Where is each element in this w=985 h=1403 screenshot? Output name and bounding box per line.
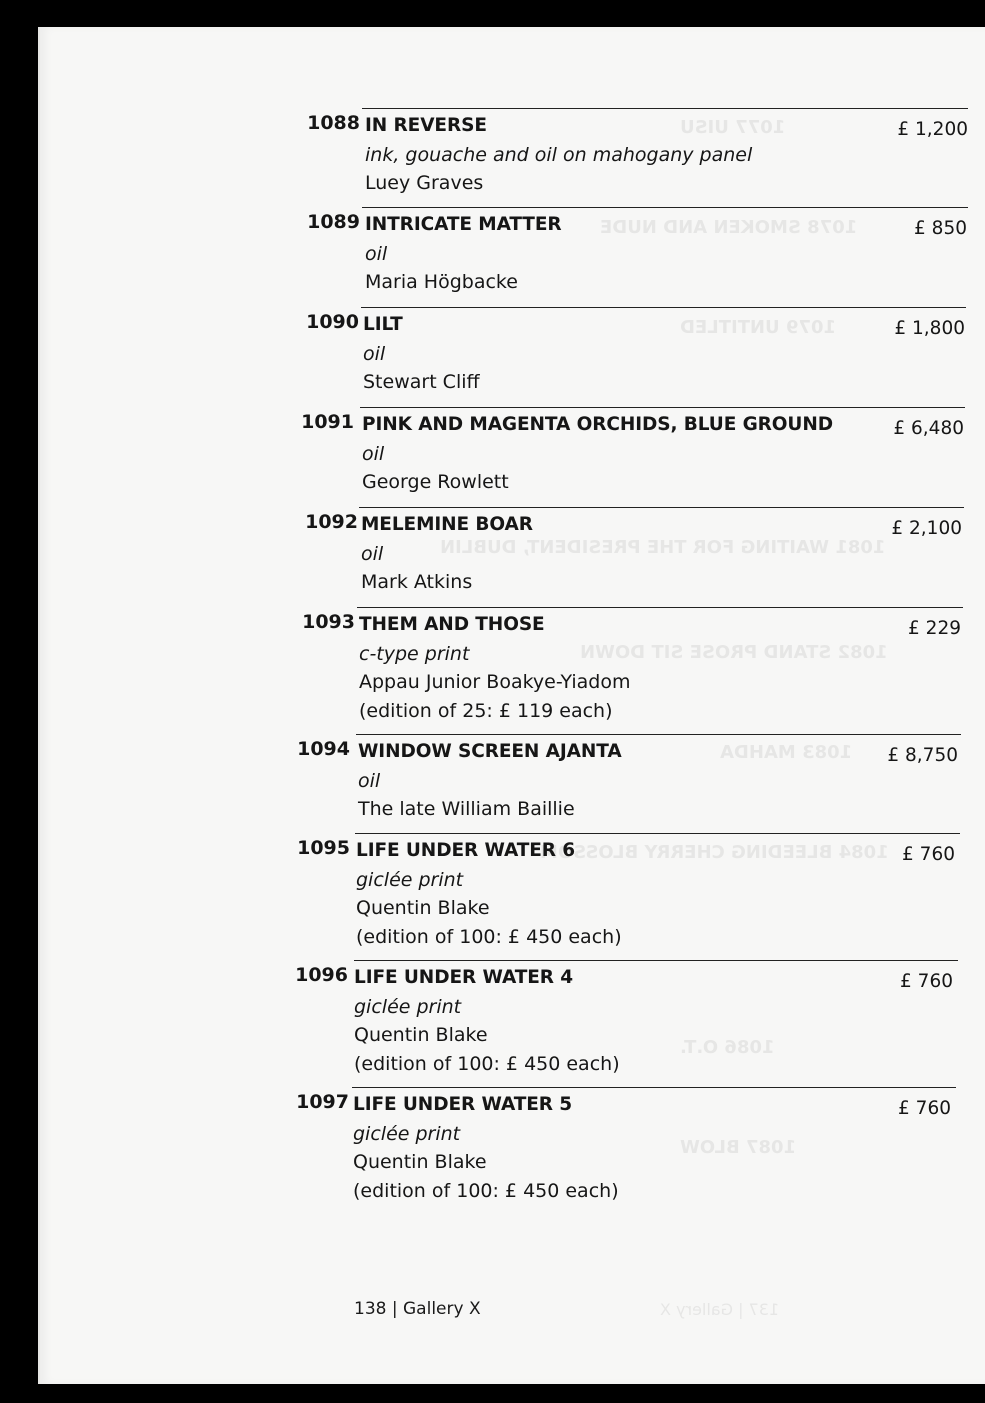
artwork-price: £ 1,200 xyxy=(897,119,968,140)
entry-divider xyxy=(361,307,966,308)
catalogue-page: 1077 UISU 1078 SMOKEN AND NUDE 1079 UNTITLED 1081 WAITING FOR THE PRESIDENT, DUBLIN 1082 STAND PROSE SIT DOWN 1083 MAHDA 1084 BLEEDING CHERRY BLOSSOM 1086 O.T. 1087 BLOW 137 | Gallery X 1088 IN REVERSE ink, gouache and oil on mahogany panel Luey Graves £ 1,200 1089 INTRICATE MATTER oil Maria Högbacke £ 850 1090 LILT oil Stewart Cliff £ 1,800 1091 PINK AND MAGENTA ORCHIDS, BLUE GROUND oil George Rowlett £ 6,480 1092 MELEMINE BOAR oil Mark Atkins £ 2,100 1093 THEM AND THOSE c-type print Appau Junior Boakye-Yiadom (edition of 25: £ 119 each) £ 229 1094 WINDOW SCREEN AJANTA oil The late William Baillie £ 8,750 1095 LIFE UNDER WATER 6 giclée print Quentin Blake (edition of 100: £ 450 each) £ 760 1096 LIFE UNDER WATER 4 giclée print Quentin Blake (edition of 100: £ 450 each) £ 760 1097 LIFE UNDER WATER 5 giclée print Quentin Blake (edition of 100: £ 450 each) £ 760 138 | Gallery X xyxy=(38,27,985,1384)
artwork-title: THEM AND THOSE xyxy=(359,614,545,635)
artwork-price: £ 6,480 xyxy=(893,418,964,439)
artist-name: Stewart Cliff xyxy=(363,371,480,393)
edition-details: (edition of 100: £ 450 each) xyxy=(354,1052,620,1075)
artist-name: George Rowlett xyxy=(362,471,509,493)
lot-number: 1088 xyxy=(307,112,360,134)
entry-divider xyxy=(352,1087,956,1088)
artwork-medium: ink, gouache and oil on mahogany panel xyxy=(365,143,753,166)
lot-number: 1091 xyxy=(301,411,354,433)
artwork-title: IN REVERSE xyxy=(365,115,487,136)
artwork-medium: c-type print xyxy=(359,642,470,665)
artwork-price: £ 229 xyxy=(908,618,961,639)
artwork-price: £ 1,800 xyxy=(894,318,965,339)
artwork-medium: giclée print xyxy=(356,868,464,891)
artwork-title: LIFE UNDER WATER 4 xyxy=(354,967,574,988)
artist-name: Quentin Blake xyxy=(353,1151,487,1173)
lot-number: 1089 xyxy=(307,211,360,233)
artwork-price: £ 760 xyxy=(898,1098,951,1119)
lot-number: 1094 xyxy=(297,738,350,760)
artwork-medium: oil xyxy=(365,242,388,265)
artwork-price: £ 760 xyxy=(902,844,955,865)
artist-name: Quentin Blake xyxy=(356,897,490,919)
entry-divider xyxy=(356,734,961,735)
artist-name: Luey Graves xyxy=(365,172,484,194)
artwork-price: £ 2,100 xyxy=(891,518,962,539)
entry-divider xyxy=(357,607,963,608)
artwork-title: LILT xyxy=(363,314,403,335)
artwork-medium: oil xyxy=(358,769,381,792)
lot-number: 1092 xyxy=(305,511,358,533)
edition-details: (edition of 100: £ 450 each) xyxy=(356,925,622,948)
artwork-price: £ 760 xyxy=(900,971,953,992)
artwork-price: £ 850 xyxy=(914,218,967,239)
artwork-medium: oil xyxy=(362,442,385,465)
artist-name: Appau Junior Boakye-Yiadom xyxy=(359,671,631,693)
artist-name: Maria Högbacke xyxy=(365,271,518,293)
artist-name: The late William Baillie xyxy=(358,798,575,820)
edition-details: (edition of 25: £ 119 each) xyxy=(359,699,613,722)
entry-divider xyxy=(362,207,968,208)
entry-divider xyxy=(354,960,958,961)
artwork-title: WINDOW SCREEN AJANTA xyxy=(358,741,622,762)
artwork-title: MELEMINE BOAR xyxy=(361,514,533,535)
lot-number: 1095 xyxy=(297,837,350,859)
lot-number: 1093 xyxy=(302,611,355,633)
entry-divider xyxy=(362,108,968,109)
artwork-title: LIFE UNDER WATER 5 xyxy=(353,1094,573,1115)
artist-name: Mark Atkins xyxy=(361,571,473,593)
lot-number: 1097 xyxy=(296,1091,349,1113)
entry-divider xyxy=(360,407,965,408)
edition-details: (edition of 100: £ 450 each) xyxy=(353,1179,619,1202)
artwork-title: INTRICATE MATTER xyxy=(365,214,562,235)
artwork-medium: giclée print xyxy=(353,1122,461,1145)
page-number: 138 xyxy=(354,1299,387,1319)
artwork-price: £ 8,750 xyxy=(887,745,958,766)
lot-number: 1096 xyxy=(295,964,348,986)
artwork-medium: oil xyxy=(361,542,384,565)
entry-divider xyxy=(355,833,960,834)
artwork-title: PINK AND MAGENTA ORCHIDS, BLUE GROUND xyxy=(362,414,833,435)
footer-separator: | xyxy=(391,1299,398,1319)
artist-name: Quentin Blake xyxy=(354,1024,488,1046)
artwork-title: LIFE UNDER WATER 6 xyxy=(356,840,576,861)
section-name: Gallery X xyxy=(403,1299,481,1319)
page-footer xyxy=(354,1299,481,1319)
artwork-medium: giclée print xyxy=(354,995,462,1018)
entry-divider xyxy=(359,507,964,508)
lot-number: 1090 xyxy=(306,311,359,333)
artwork-medium: oil xyxy=(363,342,386,365)
